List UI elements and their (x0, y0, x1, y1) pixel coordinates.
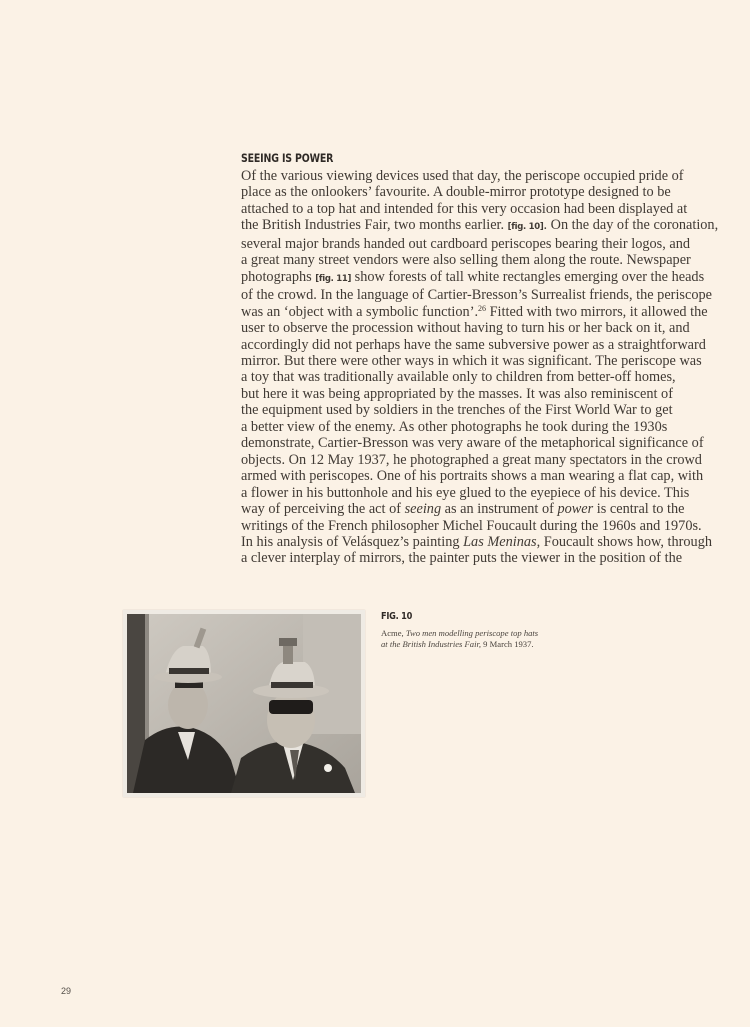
caption-text: Acme, (381, 628, 406, 638)
emphasis: power (557, 501, 594, 518)
text-segment: way of perceiving the act of (241, 501, 405, 518)
text-line: accordingly did not perhaps have the same subversive power as a straightforward (241, 336, 706, 353)
figure-reference: [fig. 10] (507, 222, 544, 233)
text-line: user to observe the procession without having to turn his or her back on it, and (241, 320, 690, 337)
text-segment: , Foucault shows how, through (536, 533, 712, 550)
emphasis: seeing (404, 501, 442, 518)
page-number: 29 (61, 986, 72, 996)
text-line: a great many street vendors were also selling them along the route. Newspaper (241, 252, 691, 269)
text-segment: is central to the (593, 501, 685, 518)
figure-reference: [fig. 11] (315, 273, 352, 284)
text-line: place as the onlookers’ favourite. A double-mirror prototype designed to be (241, 184, 671, 201)
emphasis: Las Meninas (463, 533, 537, 550)
photograph-figure-10 (123, 610, 365, 797)
text-line (241, 269, 711, 287)
body-paragraph (241, 168, 719, 567)
caption-date: 9 March 1937. (481, 639, 534, 649)
text-line: objects. On 12 May 1937, he photographed a great many spectators in the crowd (241, 451, 702, 468)
caption-title: at the British Industries Fair, (381, 639, 482, 649)
caption-title: Two men modelling periscope top hats (405, 628, 539, 638)
text-line: demonstrate, Cartier-Bresson was very aware of the metaphorical significance of (241, 435, 704, 452)
text-line: of the crowd. In the language of Cartier-Bresson’s Surrealist friends, the periscope (241, 287, 712, 304)
text-line (241, 304, 711, 320)
text-segment: . On the day of the coronation, (543, 217, 719, 234)
figure-caption (381, 628, 581, 650)
text-line: attached to a top hat and intended for this very occasion had been displayed at (241, 200, 688, 217)
text-line: armed with periscopes. One of his portraits shows a man wearing a flat cap, with (241, 468, 704, 485)
text-line: Of the various viewing devices used that day, the periscope occupied pride of (241, 168, 684, 184)
text-segment: photographs (241, 268, 316, 285)
text-segment: as an instrument of (441, 501, 558, 518)
text-line: a toy that was traditionally available only to children from better-off homes, (241, 369, 676, 386)
text-line (241, 501, 711, 517)
text-line: a flower in his buttonhole and his eye glued to the eyepiece of his device. This (241, 484, 690, 501)
text-segment: Fitted with two mirrors, it allowed the (486, 303, 708, 320)
text-line: several major brands handed out cardboard periscopes bearing their logos, and (241, 235, 691, 252)
text-line: the equipment used by soldiers in the trenches of the First World War to get (241, 402, 673, 419)
figure-label: FIG. 10 (381, 611, 413, 622)
text-segment: was an ‘object with a symbolic function’. (241, 303, 479, 320)
text-column (241, 150, 719, 567)
text-line: writings of the French philosopher Michel Foucault during the 1960s and 1970s. (241, 517, 702, 534)
text-segment: the British Industries Fair, two months earlier. (241, 217, 508, 234)
footnote-marker: 26 (478, 303, 487, 313)
text-segment: show forests of tall white rectangles emerging over the heads (351, 268, 705, 285)
text-line (241, 534, 711, 550)
text-segment: In his analysis of Velásquez’s painting (241, 533, 464, 550)
text-line: a clever interplay of mirrors, the painter puts the viewer in the position of the (241, 550, 683, 567)
text-line (241, 217, 719, 235)
text-line: mirror. But there were other ways in which it was significant. The periscope was (241, 352, 702, 369)
section-heading: SEEING IS POWER (241, 151, 334, 165)
text-line: a better view of the enemy. As other photographs he took during the 1930s (241, 418, 668, 435)
photo-icon (123, 610, 365, 797)
text-line: but here it was being appropriated by the masses. It was also reminiscent of (241, 385, 673, 402)
